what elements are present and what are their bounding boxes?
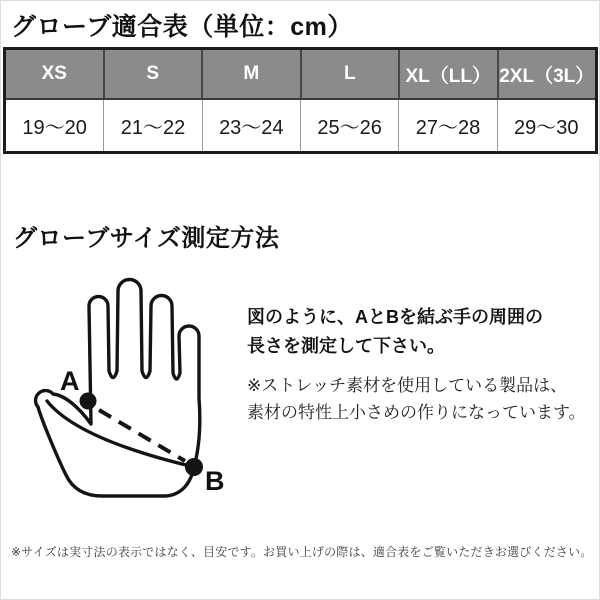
stretch-note-line-2: 素材の特性上小さめの作りになっています。	[247, 403, 586, 422]
measurement-method-title: グローブサイズ測定方法	[13, 225, 280, 252]
size-value-2xl: 29〜30	[498, 100, 595, 151]
size-value-s: 21〜22	[104, 100, 202, 151]
size-value-xs: 19〜20	[6, 100, 104, 151]
point-a-label: A	[60, 366, 80, 396]
instruction-line-2: 長さを測定して下さい。	[247, 336, 445, 356]
size-table-header-row	[6, 50, 595, 100]
point-b-label: B	[205, 466, 225, 496]
glove-size-table	[3, 47, 598, 154]
size-header-xs: XS	[6, 50, 105, 100]
size-value-m: 23〜24	[203, 100, 301, 151]
size-header-l: L	[302, 50, 401, 100]
size-value-xl: 27〜28	[399, 100, 497, 151]
size-chart-title: グローブ適合表（単位：cm）	[11, 13, 353, 41]
size-header-2xl: 2XL（3L）	[499, 50, 596, 100]
size-header-xl: XL（LL）	[400, 50, 499, 100]
point-b-marker	[185, 458, 203, 476]
size-table-value-row	[6, 100, 595, 151]
stretch-note-line-1: ※ストレッチ素材を使用している製品は、	[247, 376, 568, 395]
size-value-l: 25〜26	[301, 100, 399, 151]
hand-measurement-diagram-icon	[26, 273, 241, 503]
size-header-s: S	[105, 50, 204, 100]
point-a-marker	[80, 393, 97, 410]
instruction-line-1: 図のように、AとBを結ぶ手の周囲の	[247, 307, 543, 327]
size-header-m: M	[203, 50, 302, 100]
measurement-instructions	[247, 303, 592, 426]
disclaimer-note: ※サイズは実寸法の表示ではなく、目安です。お買い上げの際は、適合表をご覧いただきお選びください。	[11, 545, 593, 559]
